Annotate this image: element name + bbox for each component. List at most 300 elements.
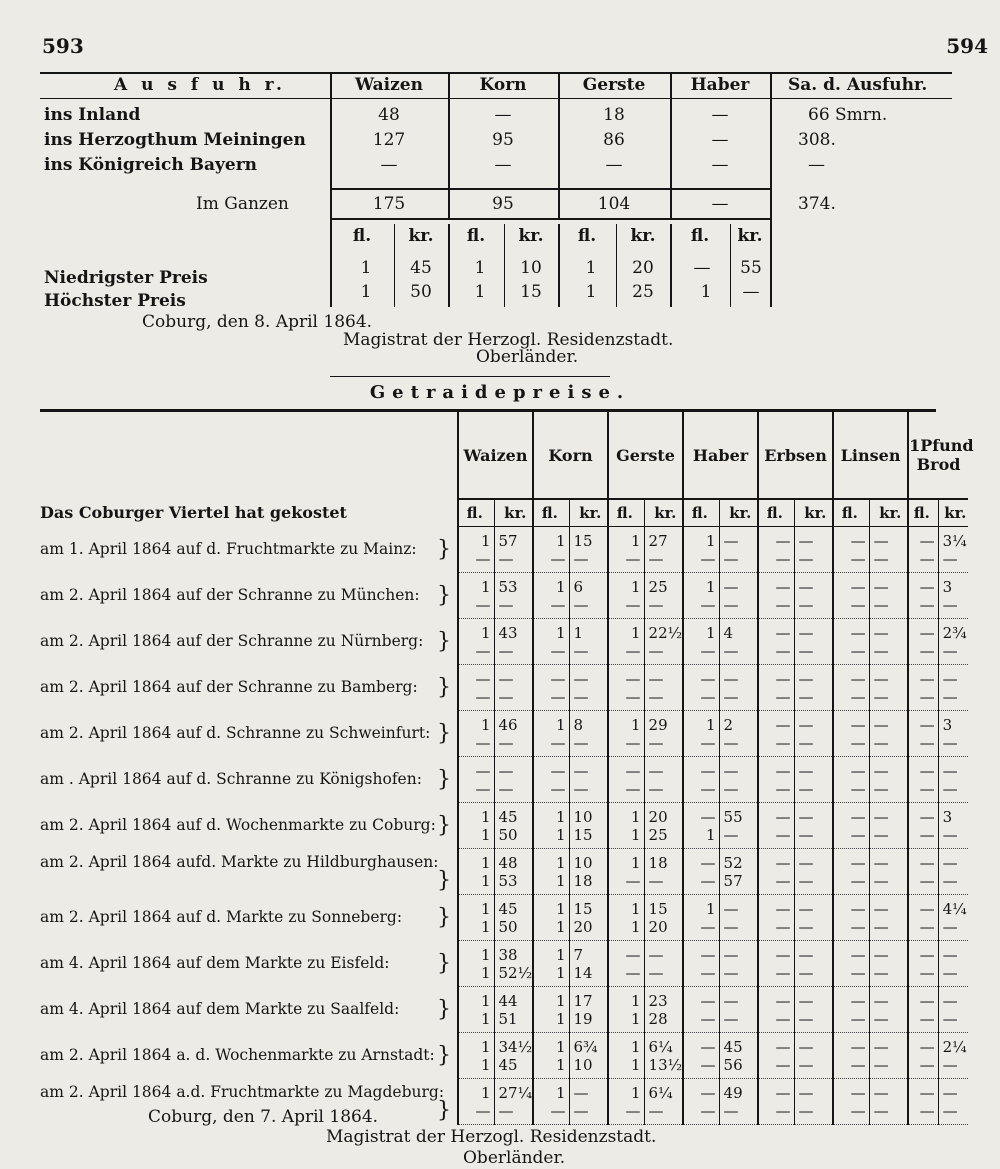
price-cell (794, 527, 833, 573)
brace-glyph: } (437, 950, 451, 976)
price-cell (494, 987, 533, 1033)
price-cell (608, 803, 644, 849)
price-value: — (942, 687, 958, 706)
price-value: 25 (648, 577, 668, 596)
market-label-text: am 4. April 1864 auf dem Markte zu Eisfeld: (40, 953, 390, 972)
price-cell (494, 849, 533, 895)
price-value: — (573, 595, 589, 614)
unit-fl: fl. (833, 499, 869, 527)
price-value: — (775, 779, 791, 798)
price-value: — (775, 577, 791, 596)
price-value: — (850, 1009, 866, 1028)
price-value: 18 (573, 871, 593, 890)
brace-glyph: } (437, 1042, 451, 1068)
price-cell (869, 527, 908, 573)
price-value: — (723, 1101, 739, 1120)
price-value: — (648, 779, 664, 798)
price-value: — (919, 825, 935, 844)
table-row (40, 711, 968, 757)
price-value: 52½ (498, 963, 533, 982)
price-value: — (873, 623, 889, 642)
price-value: — (648, 549, 664, 568)
price-value: — (775, 991, 791, 1010)
price-value: — (942, 945, 958, 964)
price-value: 1 (480, 623, 491, 642)
brace-glyph: } (437, 536, 451, 562)
price-cell (833, 757, 869, 803)
price-value: 56 (723, 1055, 743, 1074)
price-value: 1 (706, 531, 716, 550)
price-value: — (723, 761, 739, 780)
price-cell: 1 (360, 282, 372, 302)
price-value: 1 (630, 1083, 641, 1102)
unit-fl: fl. (577, 226, 597, 246)
price-value: — (498, 669, 514, 688)
price-cell (908, 803, 938, 849)
col-gerste: Gerste (608, 412, 683, 499)
price-cell (833, 1033, 869, 1079)
price-value: — (775, 963, 791, 982)
price-value: — (625, 669, 641, 688)
price-value: — (850, 641, 866, 660)
price-value: — (498, 595, 514, 614)
price-value: — (942, 1055, 958, 1074)
price-value: — (723, 595, 739, 614)
price-value: — (798, 871, 814, 890)
price-value: — (700, 871, 716, 890)
price-value: — (942, 1101, 958, 1120)
table-row (40, 895, 968, 941)
price-value: — (648, 733, 664, 752)
price-value: 1 (630, 623, 641, 642)
market-label-text: am 2. April 1864 auf d. Wochenmarkte zu Coburg: (40, 815, 436, 834)
price-value: — (850, 687, 866, 706)
price-cell (938, 1079, 968, 1125)
price-value: — (573, 669, 589, 688)
price-cell (683, 803, 719, 849)
price-cell (833, 619, 869, 665)
price-value: — (873, 577, 889, 596)
price-cell (569, 573, 608, 619)
price-value: — (648, 945, 664, 964)
price-cell: 1 (585, 282, 597, 302)
price-value: 1 (480, 917, 491, 936)
market-label (40, 941, 458, 987)
price-cell (938, 573, 968, 619)
price-value: — (775, 715, 791, 734)
unit-kr: kr. (494, 499, 533, 527)
brace-glyph: } (437, 766, 451, 792)
price-cell (683, 987, 719, 1033)
price-value: — (798, 1055, 814, 1074)
price-value: — (850, 623, 866, 642)
price-value: — (919, 1009, 935, 1028)
price-value: — (775, 687, 791, 706)
price-value: — (573, 1083, 589, 1102)
export-cell: — (494, 105, 512, 125)
export-table (40, 72, 952, 312)
price-value: 38 (498, 945, 518, 964)
price-value: 6 (573, 577, 584, 596)
price-value: — (625, 761, 641, 780)
market-label (40, 573, 458, 619)
price-value: — (942, 549, 958, 568)
price-cell (683, 1079, 719, 1125)
price-cell (938, 665, 968, 711)
price-value: — (873, 779, 889, 798)
price-value: — (873, 825, 889, 844)
price-value: 1 (480, 1055, 491, 1074)
col-haber: Haber (683, 412, 758, 499)
price-value: — (775, 807, 791, 826)
price-value: — (850, 807, 866, 826)
price-value: — (723, 1009, 739, 1028)
brace-glyph: } (437, 674, 451, 700)
price-value: 15 (573, 825, 593, 844)
price-cell (608, 527, 644, 573)
price-value: — (475, 779, 491, 798)
price-value: — (625, 1101, 641, 1120)
table-row (40, 527, 968, 573)
price-cell (833, 849, 869, 895)
price-value: — (850, 733, 866, 752)
price-cell (458, 1079, 494, 1125)
price-value: — (919, 715, 935, 734)
prices-title: Getraidepreise. (369, 382, 631, 403)
price-cell (719, 849, 758, 895)
price-value: — (550, 761, 566, 780)
price-value: 45 (498, 899, 518, 918)
price-cell (644, 803, 683, 849)
price-cell (608, 1033, 644, 1079)
price-cell (794, 849, 833, 895)
price-value: 1 (555, 531, 566, 550)
price-cell (869, 1079, 908, 1125)
price-value: 1 (630, 853, 641, 872)
price-cell (533, 711, 569, 757)
price-value: — (573, 549, 589, 568)
unit-kr: kr. (518, 226, 544, 246)
price-cell (683, 619, 719, 665)
price-value: 18 (648, 853, 668, 872)
price-value: 1 (555, 871, 566, 890)
brace-glyph: } (437, 812, 451, 838)
price-cell (533, 987, 569, 1033)
price-value: — (625, 549, 641, 568)
market-label (40, 849, 458, 895)
price-value: 1 (480, 825, 491, 844)
price-row-label: Höchster Preis (44, 291, 186, 311)
export-header-summe: Sa. d. Ausfuhr. (788, 75, 928, 95)
price-cell (458, 665, 494, 711)
price-value: 2¾ (942, 623, 967, 642)
price-value: 1 (706, 825, 716, 844)
price-value: — (700, 1009, 716, 1028)
price-cell (494, 619, 533, 665)
price-value: — (775, 595, 791, 614)
price-value: 2 (723, 715, 734, 734)
price-cell (569, 895, 608, 941)
unit-fl: fl. (466, 226, 486, 246)
price-value: — (700, 1055, 716, 1074)
price-cell (683, 573, 719, 619)
export-total-label: Im Ganzen (196, 194, 289, 214)
price-cell: 1 (474, 282, 486, 302)
price-value: — (700, 549, 716, 568)
price-cell (644, 1079, 683, 1125)
price-cell (644, 757, 683, 803)
col-korn: Korn (533, 412, 608, 499)
price-cell (938, 619, 968, 665)
price-cell: — (742, 282, 760, 302)
price-value: 1 (630, 577, 641, 596)
export-cell: — (711, 130, 729, 150)
price-value: 20 (648, 807, 668, 826)
price-value: — (850, 991, 866, 1010)
export-header-waizen: Waizen (355, 75, 423, 95)
price-value: 1 (480, 871, 491, 890)
price-value: 3 (942, 577, 953, 596)
price-value: 3 (942, 715, 953, 734)
table-row (40, 941, 968, 987)
price-value: — (798, 687, 814, 706)
price-value: — (798, 899, 814, 918)
price-value: — (919, 779, 935, 798)
market-label-text: am . April 1864 auf d. Schranne zu Königshofen: (40, 769, 422, 788)
price-value: — (498, 779, 514, 798)
price-cell (608, 987, 644, 1033)
price-cell (869, 941, 908, 987)
export-cell: 95 (492, 130, 514, 150)
price-cell (458, 941, 494, 987)
price-cell: 55 (740, 258, 762, 278)
unit-fl: fl. (352, 226, 372, 246)
price-value: — (498, 761, 514, 780)
price-value: — (919, 1037, 935, 1056)
price-value: — (873, 687, 889, 706)
price-value: 1 (480, 1037, 491, 1056)
price-value: — (550, 687, 566, 706)
price-value: — (919, 623, 935, 642)
price-value: — (550, 641, 566, 660)
price-value: — (942, 641, 958, 660)
export-total-cell: — (711, 194, 729, 214)
price-cell (938, 1033, 968, 1079)
price-cell (908, 573, 938, 619)
price-value: — (648, 963, 664, 982)
price-cell (833, 987, 869, 1033)
price-value: — (625, 641, 641, 660)
price-value: — (873, 991, 889, 1010)
price-value: — (625, 871, 641, 890)
export-cell: 127 (372, 130, 406, 150)
price-cell (758, 941, 794, 987)
price-value: 19 (573, 1009, 593, 1028)
price-value: — (475, 641, 491, 660)
price-cell (833, 573, 869, 619)
price-value: — (850, 549, 866, 568)
price-cell (458, 527, 494, 573)
price-value: 1 (555, 853, 566, 872)
price-value: — (850, 531, 866, 550)
price-cell (758, 711, 794, 757)
price-value: — (798, 779, 814, 798)
price-cell (644, 665, 683, 711)
price-value: — (775, 669, 791, 688)
price-cell (683, 895, 719, 941)
price-cell (938, 895, 968, 941)
export-cell: — (711, 105, 729, 125)
price-cell (683, 757, 719, 803)
price-value: — (798, 669, 814, 688)
price-value: — (723, 669, 739, 688)
price-value: — (775, 853, 791, 872)
price-value: — (648, 595, 664, 614)
price-cell (758, 987, 794, 1033)
price-value: — (700, 641, 716, 660)
price-value: — (700, 779, 716, 798)
price-value: — (850, 871, 866, 890)
price-cell (683, 1033, 719, 1079)
price-cell (644, 619, 683, 665)
price-value: 15 (573, 531, 593, 550)
price-value: — (798, 623, 814, 642)
price-cell: 1 (700, 282, 712, 302)
price-value: — (919, 641, 935, 660)
price-cell (833, 803, 869, 849)
price-value: — (625, 779, 641, 798)
price-value: — (798, 715, 814, 734)
col-waizen: Waizen (458, 412, 533, 499)
price-value: 48 (498, 853, 518, 872)
unit-fl: fl. (533, 499, 569, 527)
price-value: 1 (555, 807, 566, 826)
price-value: — (498, 733, 514, 752)
col-erbsen: Erbsen (758, 412, 833, 499)
price-value: 1 (555, 945, 566, 964)
price-cell (683, 711, 719, 757)
price-value: — (850, 1083, 866, 1102)
price-cell (794, 619, 833, 665)
price-value: — (798, 733, 814, 752)
price-cell (869, 987, 908, 1033)
price-value: — (873, 1083, 889, 1102)
price-cell (608, 757, 644, 803)
price-value: — (723, 687, 739, 706)
unit-kr: kr. (630, 226, 656, 246)
price-value: — (700, 1101, 716, 1120)
price-cell (794, 803, 833, 849)
unit-fl: fl. (683, 499, 719, 527)
table-row (40, 619, 968, 665)
price-value: — (573, 687, 589, 706)
price-value: 2¼ (942, 1037, 967, 1056)
price-value: 1 (555, 963, 566, 982)
price-value: — (723, 945, 739, 964)
price-value: 1 (555, 1055, 566, 1074)
price-value: — (798, 549, 814, 568)
price-cell (458, 849, 494, 895)
price-value: 57 (723, 871, 743, 890)
price-cell (938, 987, 968, 1033)
price-value: 25 (648, 825, 668, 844)
price-value: — (475, 549, 491, 568)
price-value: 1 (555, 577, 566, 596)
price-cell (938, 803, 968, 849)
price-value: — (498, 1101, 514, 1120)
export-cell: — (711, 155, 729, 175)
price-value: 1 (706, 577, 716, 596)
export-row-label: ins Herzogthum Meiningen (44, 130, 306, 150)
price-cell (683, 665, 719, 711)
price-value: — (919, 549, 935, 568)
price-value: — (873, 549, 889, 568)
price-value: — (700, 945, 716, 964)
table-row (40, 987, 968, 1033)
price-value: — (775, 1055, 791, 1074)
price-cell (794, 895, 833, 941)
price-value: — (873, 1037, 889, 1056)
price-cell (683, 941, 719, 987)
price-cell: 15 (520, 282, 542, 302)
price-value: — (700, 687, 716, 706)
market-label (40, 757, 458, 803)
price-cell (758, 757, 794, 803)
signoff-name: Oberländer. (476, 347, 579, 367)
price-value: 44 (498, 991, 518, 1010)
price-value: — (723, 641, 739, 660)
export-row-label: ins Königreich Bayern (44, 155, 258, 175)
price-value: — (475, 595, 491, 614)
price-value: 27 (648, 531, 668, 550)
price-cell (569, 803, 608, 849)
price-cell (458, 757, 494, 803)
price-value: — (775, 531, 791, 550)
price-cell (794, 1079, 833, 1125)
signoff-place-date: Coburg, den 7. April 1864. (148, 1107, 379, 1127)
price-value: — (723, 549, 739, 568)
price-value: 50 (498, 917, 518, 936)
price-cell (908, 619, 938, 665)
price-value: 50 (498, 825, 518, 844)
price-cell: — (693, 258, 711, 278)
price-value: — (723, 779, 739, 798)
price-cell (908, 895, 938, 941)
brace-glyph: } (437, 867, 451, 893)
market-label-text: am 4. April 1864 auf dem Markte zu Saalfeld: (40, 999, 400, 1018)
price-cell (533, 941, 569, 987)
price-value: — (850, 963, 866, 982)
price-value: — (723, 577, 739, 596)
price-cell (908, 665, 938, 711)
price-cell (833, 527, 869, 573)
table-row (40, 573, 968, 619)
price-cell (719, 573, 758, 619)
price-value: — (798, 1009, 814, 1028)
price-value: — (475, 1101, 491, 1120)
market-label (40, 665, 458, 711)
price-value: — (648, 761, 664, 780)
price-value: — (873, 1055, 889, 1074)
price-cell (569, 757, 608, 803)
market-label (40, 895, 458, 941)
price-value: 45 (498, 1055, 518, 1074)
price-cell (719, 665, 758, 711)
price-cell (719, 803, 758, 849)
price-value: — (798, 577, 814, 596)
price-value: — (775, 899, 791, 918)
market-label (40, 803, 458, 849)
